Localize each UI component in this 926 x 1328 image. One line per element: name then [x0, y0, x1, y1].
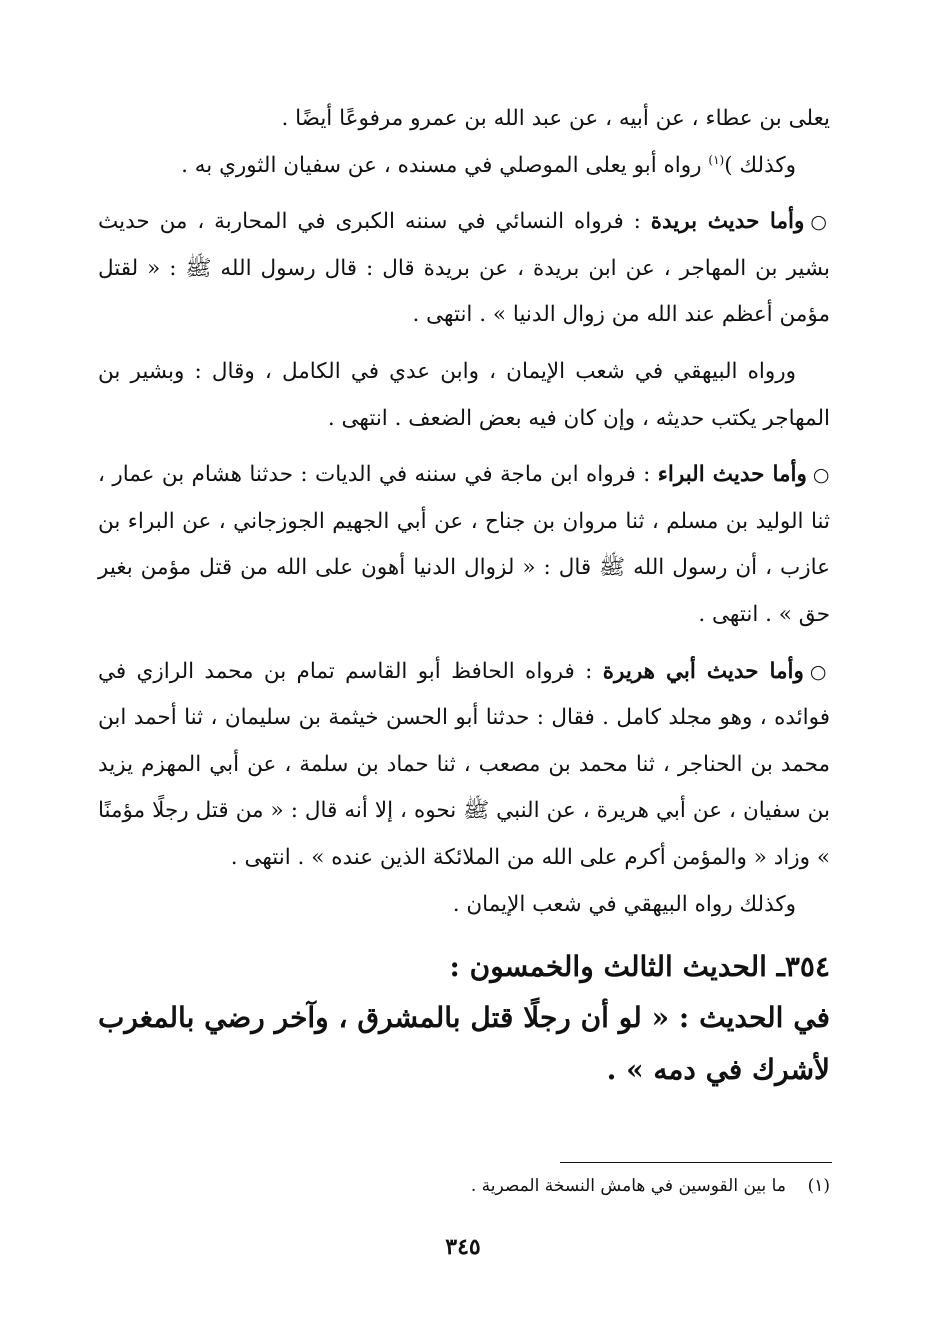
section-heading-abu-hurayrah: وأما حديث أبي هريرة — [602, 658, 804, 684]
main-text — [98, 96, 830, 1096]
footnote-text: ما بين القوسين في هامش النسخة المصرية . — [470, 1176, 786, 1196]
paragraph-closing: وكذلك رواه البيهقي في شعب الإيمان . — [452, 891, 796, 917]
paragraph-2-end: رواه أبو يعلى الموصلي في مسنده ، عن سفيان الثوري به . — [181, 152, 709, 178]
paragraph-abu-hurayrah-body: : فرواه الحافظ أبو القاسم تمام بن محمد الرازي في فوائده ، وهو مجلد كامل . فقال : حدثنا أبو الحسن خيثمة بن سليمان ، ثنا أحمد ابن محمد بن الحناجر ، ثنا محمد بن مصعب ، ثنا حماد بن سلمة ، عن أبي المهزم يزيد بن سفيان ، عن أبي هريرة ، عن النبي ﷺ نحوه ، إلا أنه قال : « من قتل رجلًا مؤمنًا » وزاد « والمؤمن أكرم على الله من الملائكة الذين عنده » . انتهى . — [98, 658, 830, 870]
circle-bullet-icon: ○ — [810, 211, 830, 234]
paragraph-2-start: وكذلك ) — [724, 152, 796, 178]
footnote — [130, 1172, 830, 1200]
section-heading-bara: وأما حديث البراء — [657, 462, 807, 488]
footnote-reference[interactable]: (١) — [708, 152, 725, 167]
circle-bullet-icon: ○ — [809, 660, 830, 683]
paragraph-buraydah — [98, 199, 830, 339]
footnote-number: (١) — [807, 1176, 830, 1196]
footnote-divider — [560, 1162, 832, 1163]
paragraph-bara — [98, 452, 830, 638]
page-number: ٣٤٥ — [445, 1234, 481, 1260]
hadith-title: ٣٥٤ـ الحديث الثالث والخمسون : — [449, 950, 830, 984]
paragraph-bara-body: : فرواه ابن ماجة في سننه في الديات : حدثنا هشام بن عمار ، ثنا الوليد بن مسلم ، ثنا مروان بن جناح ، عن أبي الجهيم الجوزجاني ، عن البراء بن عازب ، أن رسول الله ﷺ قال : « لزوال الدنيا أهون على الله من قتل مؤمن بغير حق » . انتهى . — [98, 462, 830, 627]
hadith-text: في الحديث : « لو أن رجلًا قتل بالمشرق ، وآخر رضي بالمغرب لأشرك في دمه » . — [98, 1001, 830, 1087]
circle-bullet-icon: ○ — [812, 464, 830, 487]
section-heading-buraydah: وأما حديث بريدة — [650, 209, 805, 235]
paragraph-2 — [98, 143, 830, 190]
paragraph-1: يعلى بن عطاء ، عن أبيه ، عن عبد الله بن عمرو مرفوعًا أيضًا . — [281, 106, 830, 131]
paragraph-bayhaqi: ورواه البيهقي في شعب الإيمان ، وابن عدي في الكامل ، وقال : وبشير بن المهاجر يكتب حديثه ، وإن كان فيه بعض الضعف . انتهى . — [98, 358, 830, 431]
paragraph-abu-hurayrah — [98, 649, 830, 882]
paragraph-buraydah-body: : فرواه النسائي في سننه الكبرى في المحاربة ، من حديث بشير بن المهاجر ، عن ابن بريدة ، عن بريدة قال : قال رسول الله ﷺ : « لقتل مؤمن أعظم عند الله من زوال الدنيا » . انتهى . — [98, 209, 830, 328]
